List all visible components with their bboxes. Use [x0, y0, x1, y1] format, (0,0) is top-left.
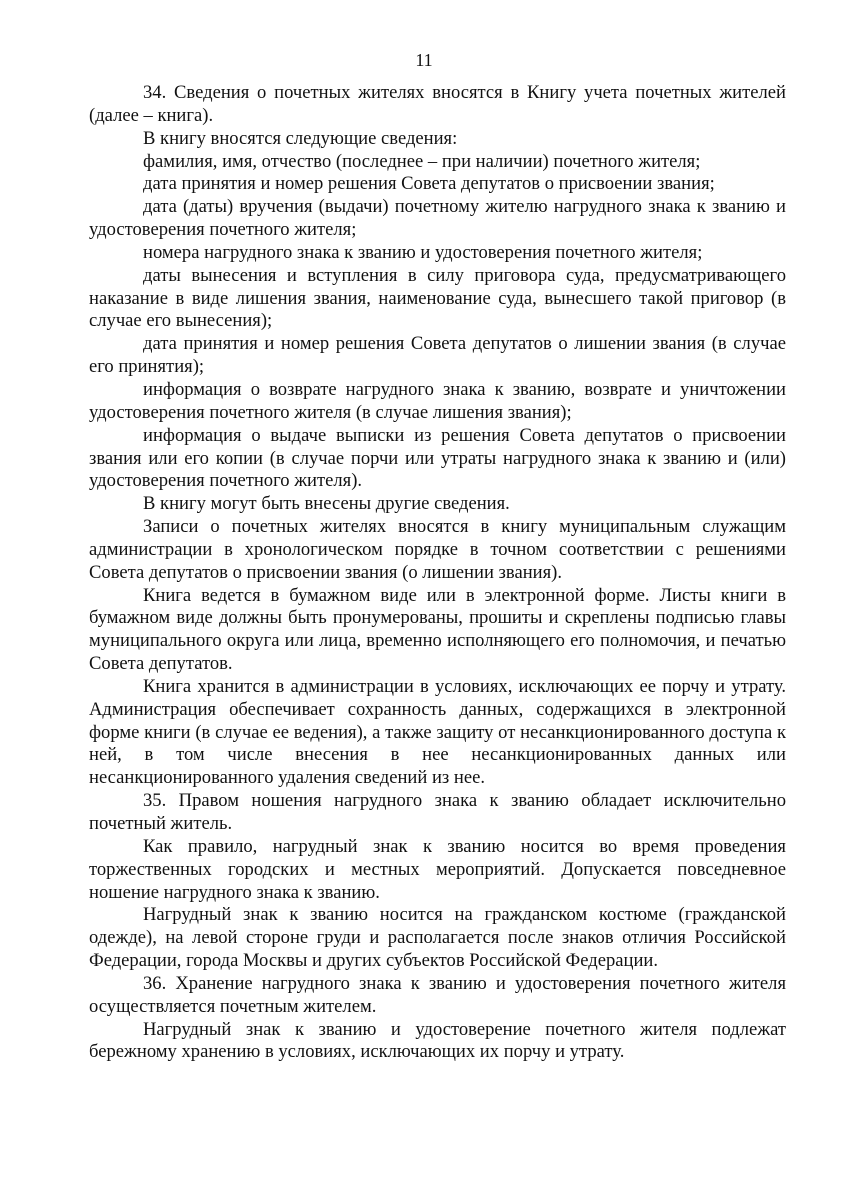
paragraph-other-info: В книгу могут быть внесены другие сведения.: [143, 493, 510, 515]
paragraph-book-storage: Книга хранится в администрации в условиях, исключающих ее порчу и утрату. Администрация обеспечивает сохранность данных, содержащихся в электронной форме книги (в случае ее ведения), а также защиту от несанкционированного доступа к ней, в том числе внесения в нее несанкционированных данных или несанкционированного удаления сведений из нее.: [89, 675, 786, 789]
list-item-full-name: фамилия, имя, отчество (последнее – при наличии) почетного жителя;: [143, 150, 701, 172]
list-item-extract-issue: информация о выдаче выписки из решения Совета депутатов о присвоении звания или его копии (в случае порчи или утраты нагрудного знака к званию и (или) удостоверения почетного жителя).: [89, 424, 786, 492]
paragraph-35-intro: 35. Правом ношения нагрудного знака к званию обладает исключительно почетный житель.: [89, 790, 786, 834]
paragraph-book-format: Книга ведется в бумажном виде или в электронной форме. Листы книги в бумажном виде должны быть пронумерованы, прошиты и скреплены подписью главы муниципального округа или лица, временно исполняющего его полномочия, и печатью Совета депутатов.: [89, 584, 786, 675]
list-item-badge-numbers: номера нагрудного знака к званию и удостоверения почетного жителя;: [143, 241, 703, 263]
paragraph-wearing-placement: Нагрудный знак к званию носится на гражданском костюме (гражданской одежде), на левой стороне груди и располагается после знаков отличия Российской Федерации, города Москвы и других субъектов Российской Федерации.: [89, 904, 786, 972]
list-item-court-sentence: даты вынесения и вступления в силу приговора суда, предусматривающего наказание в виде лишения звания, наименование суда, вынесшего такой приговор (в случае его вынесения);: [89, 264, 786, 332]
paragraph-34-intro: 34. Сведения о почетных жителях вносятся в Книгу учета почетных жителей (далее – книга).: [89, 82, 786, 126]
page-number: 11: [415, 50, 433, 70]
list-item-badge-return: информация о возврате нагрудного знака к званию, возврате и уничтожении удостоверения почетного жителя (в случае лишения звания);: [89, 378, 786, 423]
paragraph-careful-storage: Нагрудный знак к званию и удостоверение почетного жителя подлежат бережному хранению в условиях, исключающих их порчу и утрату.: [89, 1018, 786, 1063]
list-item-decision-date: дата принятия и номер решения Совета депутатов о присвоении звания;: [143, 173, 715, 195]
paragraph-book-contents: В книгу вносятся следующие сведения:: [143, 127, 458, 149]
document-body: [89, 82, 786, 1064]
list-item-deprivation-decision: дата принятия и номер решения Совета депутатов о лишении звания (в случае его принятия);: [89, 333, 786, 378]
list-item-award-date: дата (даты) вручения (выдачи) почетному жителю нагрудного знака к званию и удостоверения почетного жителя;: [89, 196, 786, 241]
paragraph-wearing-occasions: Как правило, нагрудный знак к званию носится во время проведения торжественных городских и местных мероприятий. Допускается повседневное ношение нагрудного знака к званию.: [89, 835, 786, 903]
paragraph-records: Записи о почетных жителях вносятся в книгу муниципальным служащим администрации в хронологическом порядке в точном соответствии с решениями Совета депутатов о присвоении звания (о лишении звания).: [89, 516, 786, 583]
paragraph-36-intro: 36. Хранение нагрудного знака к званию и удостоверения почетного жителя осуществляется почетным жителем.: [89, 972, 786, 1017]
